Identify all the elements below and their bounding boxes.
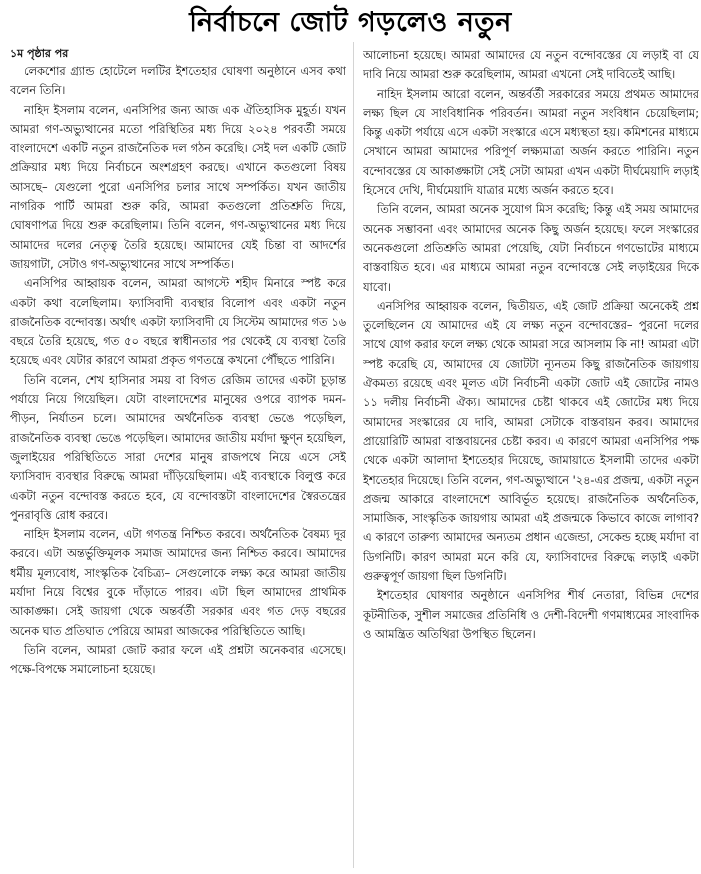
paragraph: নাহিদ ইসলাম বলেন, এটা গণতন্ত্র নিশ্চিত করবে। অর্থনৈতিক বৈষম্য দূর করবে। এটা অন্তর্ভুক্তিমূলক সমাজ আমাদের জন্য নিশ্চিত করবে। আমাদের ধর্মীয় মূল্যবোধ, সাংস্কৃতিক বৈচিত্র্য– সেগুলোকে লক্ষ্য করে আমরা জাতীয় মর্যাদা নিয়ে বিশ্বের বুকে দাঁড়াতে পারব। এটা ছিল আমাদের প্রাথমিক আকাঙ্ক্ষা। সেই জায়গা থেকে অন্তর্বর্তী সরকার এবং গত দেড় বছরের অনেক ঘাত প্রতিঘাত পেরিয়ে আমরা আজকের পরিস্থিতিতে আছি।: [10, 528, 346, 638]
left-column: [10, 46, 346, 866]
paragraph: এনসিপির আহ্বায়ক বলেন, দ্বিতীয়ত, এই জোট প্রক্রিয়া অনেকেই প্রশ্ন তুলেছিলেন যে আমাদের এই যে লক্ষ্য নতুন বন্দোবস্তের– পুরনো দলের সাথে যোগ করার ফলে লক্ষ্য থেকে আমরা সরে আসলাম কি না! আমরা এটা স্পষ্ট করেছি যে, আমাদের যে জোটটা ন্যূনতম কিছু রাজনৈতিক জায়গায় ঐকমত্য রয়েছে এবং মূলত এটা নির্বাচনী একটা জোট এই জোটের নামও ১১ দলীয় নির্বাচনী ঐক্য। আমাদের চেষ্টা থাকবে এই জোটের মধ্য দিয়ে আমাদের সংস্কারের যে দাবি, আমরা সেটাকে বাস্তবায়ন করব। আমাদের প্রায়োরিটি আমরা বাস্তবায়নের চেষ্টা করব। এ কারণে আমরা এনসিপির পক্ষ থেকে একটা আলাদা ইশতেহার দিয়েছে, জামায়াতে ইসলামী তাদের একটা ইশতেহার দিয়েছে। তিনি বলেন, গণ-অভ্যুত্থানে '২৪-এর প্রজন্ম, একটা নতুন প্রজন্ম আকারে বাংলাদেশে আবির্ভূত হয়েছে। রাজনৈতিক অর্থনৈতিক, সামাজিক, সাংস্কৃতিক জায়গায় আমরা এই প্রজন্মকে কিভাবে কাজে লাগাব? এ কারণে তারুণ্য আমাদের অন্যতম প্রধান এজেন্ডা, সেকেন্ড হচ্ছে মর্যাদা বা ডিগনিটি। কারণ আমরা মনে করি যে, ফ্যাসিবাদের বিরুদ্ধে লড়াই একটা গুরুত্বপূর্ণ জায়গা ছিল ডিগনিটি।: [363, 299, 699, 584]
headline-container: [0, 6, 701, 40]
paragraph: তিনি বলেন, আমরা অনেক সুযোগ মিস করেছি; কিন্তু এই সময় আমাদের অনেক সম্ভাবনা এবং আমাদের অনেক কিছু অর্জন হয়েছে। ফলে সংস্কারের অনেকগুলো প্রতিশ্রুতি আমরা পেয়েছি, যেটা নির্বাচনে গণভোটের মাধ্যমে বাস্তবায়িত হবে। এর মাধ্যমে আমরা নতুন বন্দোবস্তে সেই লড়াইয়ের দিকে যাবো।: [363, 203, 699, 294]
paragraph: তিনি বলেন, শেখ হাসিনার সময় বা বিগত রেজিম তাদের একটা চূড়ান্ত পর্যায়ে নিয়ে গিয়েছিল। যেটা বাংলাদেশের মানুষের ওপরে ব্যাপক দমন-পীড়ন, নির্যাতন চলে। আমাদের অর্থনৈতিক ব্যবস্থা ভেঙে পড়েছিল, রাজনৈতিক ব্যবস্থা ভেঙে পড়েছিল। আমাদের জাতীয় মর্যাদা ক্ষুণ্ন হয়েছিল, জুলাইয়ের পরিস্থিতিতে সারা দেশের মানুষ রাজপথে নিয়ে এসে সেই ফ্যাসিবাদ ব্যবস্থার বিরুদ্ধে আমরা দাঁড়িয়েছিলাম। এই ব্যবস্থাকে বিলুপ্ত করে একটা নতুন বন্দোবস্ত করতে হবে, যে বন্দোবস্তটা বাংলাদেশের স্বৈরতন্ত্রের পুনরাবৃত্তি রোধ করবে।: [10, 373, 346, 522]
paragraph: নাহিদ ইসলাম বলেন, এনসিপির জন্য আজ এক ঐতিহাসিক মুহূর্ত। যখন আমরা গণ-অভ্যুত্থানের মতো পরিস্থিতির মধ্য দিয়ে ২০২৪ পরবর্তী সময়ে বাংলাদেশে একটি নতুন রাজনৈতিক দল গঠন করেছি। সেই দল একটি জোট প্রক্রিয়ার মধ্য দিয়ে নির্বাচনে অংশগ্রহণ করছে। এখানে কতগুলো বিষয় আসছে– যেগুলো পুরো এনসিপির চলার সাথে সম্পর্কিত। যখন জাতীয় নাগরিক পার্টি আমরা শুরু করি, আমরা কতগুলো প্রতিশ্রুতি দিয়ে, ঘোষণাপত্র দিয়ে শুরু করেছিলাম। তিনি বলেন, গণ-অভ্যুত্থানের মধ্য দিয়ে আমাদের দলের নেতৃত্ব তৈরি হয়েছে। আমাদের যেই চিন্তা বা আদর্শের জায়গাটা, সেটাও গণ-অভ্যুত্থানের সাথে সম্পর্কিত।: [10, 103, 346, 271]
paragraph: ইশতেহার ঘোষণার অনুষ্ঠানে এনসিপির শীর্ষ নেতারা, বিভিন্ন দেশের কূটনীতিক, সুশীল সমাজের প্রতিনিধি ও দেশী-বিদেশী গণমাধ্যমের সাংবাদিক ও আমন্ত্রিত অতিথিরা উপস্থিত ছিলেন।: [363, 589, 699, 641]
continuation-kicker: ১ম পৃষ্ঠার পর: [10, 47, 69, 60]
headline: নির্বাচনে জোট গড়লেও নতুন: [189, 7, 512, 38]
paragraph: আলোচনা হয়েছে। আমরা আমাদের যে নতুন বন্দোবস্তের যে লড়াই বা যে দাবি নিয়ে আমরা শুরু করেছিলাম, আমরা এখনো সেই দাবিতেই আছি।: [363, 49, 699, 82]
paragraph: লেকশোর গ্র্যান্ড হোটেলে দলটির ইশতেহার ঘোষণা অনুষ্ঠানে এসব কথা বলেন তিনি।: [10, 65, 346, 98]
column-divider: [353, 42, 354, 868]
paragraph: নাহিদ ইসলাম আরো বলেন, অন্তর্বর্তী সরকারের সময়ে প্রথমত আমাদের লক্ষ্য ছিল যে সাংবিধানিক পরিবর্তন। আমরা নতুন সংবিধান চেয়েছিলাম; কিন্তু একটা পর্যায়ে এসে একটা সংস্কারে এসে মধ্যস্থতা হয়। কমিশনের মাধ্যমে সেখানে আমরা আমাদের পরিপূর্ণ লক্ষ্যমাত্রা অর্জন করতে পারিনি। নতুন বন্দোবস্তের যে আকাঙ্ক্ষাটা সেই সেটা আমরা এখন একটা দীর্ঘমেয়াদি লড়াই হিসেবে দেখি, দীর্ঘমেয়াদি যাত্রার মধ্যে অর্জন করতে হবে।: [363, 87, 699, 198]
paragraph: এনসিপির আহ্বায়ক বলেন, আমরা আগস্টে শহীদ মিনারে স্পষ্ট করে একটা কথা বলেছিলাম। ফ্যাসিবাদী ব্যবস্থার বিলোপ এবং একটা নতুন রাজনৈতিক বন্দোবস্ত। অর্থাৎ একটা ফ্যাসিবাদী যে সিস্টেম আমাদের গত ১৬ বছরে তৈরি হয়েছে, গত ৫০ বছরে স্বাধীনতার পর থেকেই যে ব্যবস্থা তৈরি হয়েছে এবং যেটার কারণে আমরা প্রকৃত গণতন্ত্রে কখনো পৌঁছতে পারিনি।: [10, 277, 346, 368]
right-column: [363, 46, 699, 866]
paragraph: তিনি বলেন, আমরা জোট করার ফলে এই প্রশ্নটা অনেকবার এসেছে। পক্ষে-বিপক্ষে সমালোচনা হয়েছে।: [10, 643, 346, 677]
